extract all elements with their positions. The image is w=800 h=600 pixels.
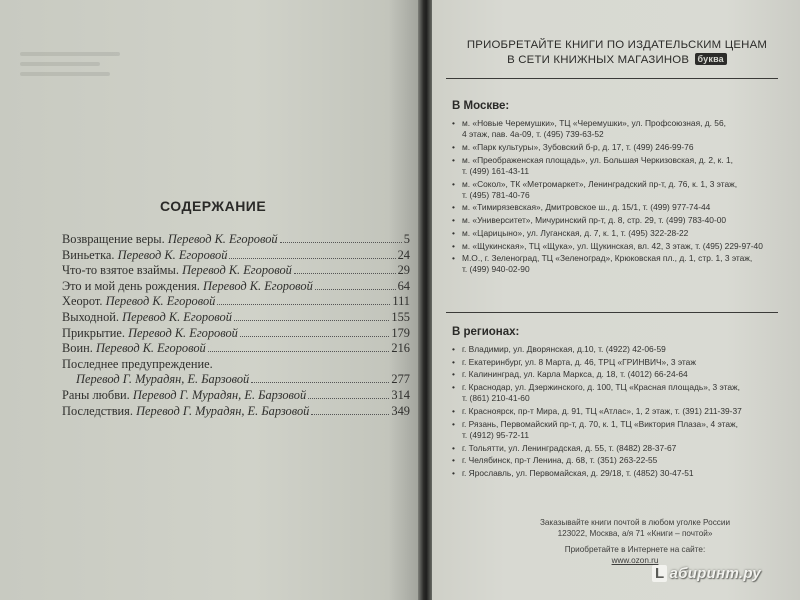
bullet-icon: •	[452, 240, 455, 251]
bullet-icon: •	[452, 406, 455, 417]
story-title: Возвращение веры.	[62, 232, 165, 246]
bleed-through-text	[20, 52, 130, 82]
bullet-icon: •	[452, 455, 455, 466]
translator: Перевод Г. Мурадян, Е. Барзовой	[136, 403, 310, 418]
store-entry-line: т. (499) 161-43-11	[462, 165, 529, 176]
store-entry-line: г. Красноярск, пр-т Мира, д. 91, ТЦ «Атлас», 1, 2 этаж, т. (391) 211-39-37	[462, 406, 742, 417]
toc-page-number: 24	[397, 247, 410, 262]
bullet-icon: •	[452, 369, 455, 380]
store-entry	[452, 228, 782, 239]
story-title: Воин.	[62, 341, 93, 356]
toc-entry	[62, 263, 410, 279]
store-entry	[452, 202, 782, 213]
store-entry-line: м. «Царицыно», ул. Луганская, д. 7, к. 1, т. (495) 322-28-22	[462, 227, 689, 238]
dot-leader	[229, 258, 395, 259]
divider-top	[446, 78, 778, 79]
toc-page-number: 5	[403, 232, 410, 246]
dot-leader	[217, 304, 390, 305]
bullet-icon: •	[452, 382, 455, 393]
store-ad-header	[452, 38, 782, 68]
toc-page-number: 64	[397, 278, 410, 293]
toc-entry	[62, 232, 410, 248]
regions-store-list	[452, 344, 782, 481]
store-entry	[452, 215, 782, 226]
bullet-icon: •	[452, 418, 455, 429]
toc-entry	[62, 248, 410, 264]
store-entry	[452, 253, 782, 275]
bullet-icon: •	[452, 253, 455, 264]
toc-page-number: 179	[391, 325, 410, 340]
toc-entry-title	[62, 279, 313, 294]
toc-entry-title	[62, 357, 213, 372]
toc-page-number: 111	[392, 294, 410, 309]
store-entry-line: М.О., г. Зеленоград, ТЦ «Зеленоград», Крюковская пл., д. 1, стр. 1, 3 этаж,	[462, 253, 753, 264]
watermark-text: абиринт.ру	[669, 565, 762, 582]
footer-online: Приобретайте в Интернете на сайте:	[564, 545, 706, 554]
labirint-watermark	[652, 565, 761, 582]
footer-mail-order: Заказывайте книги почтой в любом уголке России	[539, 518, 731, 527]
bullet-icon: •	[452, 215, 455, 226]
store-entry-line: г. Челябинск, пр-т Ленина, д. 68, т. (351) 263-22-55	[462, 455, 658, 466]
translator: Перевод К. Егоровой	[122, 309, 232, 324]
toc-entry	[62, 310, 410, 326]
store-entry-line: г. Рязань, Первомайский пр-т, д. 70, к. 1, ТЦ «Виктория Плаза», 4 этаж,	[462, 418, 738, 429]
toc-entry-title	[76, 372, 249, 387]
store-entry-line: г. Владимир, ул. Дворянская, д.10, т. (4922) 42-06-59	[462, 344, 666, 354]
store-entry	[452, 118, 782, 140]
translator: Перевод К. Егоровой	[105, 294, 216, 309]
footer-url[interactable]: www.ozon.ru	[611, 555, 659, 565]
bullet-icon: •	[452, 468, 455, 479]
store-entry	[452, 142, 782, 153]
toc-entry	[62, 279, 410, 295]
story-title: Это и мой день рождения.	[62, 278, 200, 293]
moscow-heading: В Москве:	[452, 100, 510, 112]
translator: Перевод Г. Мурадян, Е. Барзовой	[132, 387, 307, 402]
store-entry-line: м. «Щукинская», ТЦ «Щука», ул. Щукинская, вл. 42, 3 этаж, т. (495) 229-97-40	[462, 240, 763, 251]
right-page	[432, 0, 800, 600]
translator: Перевод К. Егоровой	[182, 263, 292, 278]
store-entry-line: 4 этаж, пав. 4а-09, т. (495) 739-63-52	[462, 129, 604, 140]
translator: Перевод К. Егоровой	[95, 341, 206, 356]
store-entry	[452, 443, 782, 454]
store-entry-line: г. Екатеринбург, ул. 8 Марта, д. 46, ТРЦ «ГРИНВИЧ», 3 этаж	[462, 356, 696, 367]
translator: Перевод Г. Мурадян, Е. Барзовой	[76, 372, 250, 387]
toc-entry-title	[62, 232, 278, 247]
bullet-icon: •	[452, 178, 455, 189]
store-entry	[452, 179, 782, 201]
dot-leader	[308, 398, 389, 399]
store-entry-line: м. «Новые Черемушки», ТЦ «Черемушки», ул. Профсоюзная, д. 56,	[462, 118, 726, 128]
moscow-store-list	[452, 118, 782, 277]
toc-entry-title	[62, 310, 232, 325]
store-entry-line: т. (499) 940-02-90	[462, 264, 530, 275]
dot-leader	[251, 382, 389, 383]
store-entry	[452, 357, 782, 368]
bullet-icon: •	[452, 356, 455, 367]
story-title: Раны любви.	[62, 387, 130, 402]
header-line-1: ПРИОБРЕТАЙТЕ КНИГИ ПО ИЗДАТЕЛЬСКИМ ЦЕНАМ	[466, 39, 768, 51]
toc-entry-title	[62, 388, 306, 403]
story-title: Последствия.	[62, 403, 133, 418]
store-entry-line: г. Калининград, ул. Карла Маркса, д. 18, т. (4012) 66-24-64	[462, 369, 688, 380]
dot-leader	[234, 320, 390, 321]
store-entry-line: м. «Сокол», ТК «Метромаркет», Ленинградский пр-т, д. 76, к. 1, 3 этаж,	[462, 178, 738, 189]
dot-leader	[240, 336, 390, 337]
toc-entry	[62, 341, 410, 357]
footer-address: 123022, Москва, а/я 71 «Книги – почтой»	[557, 528, 713, 538]
toc-page-number: 29	[397, 263, 410, 278]
bullet-icon: •	[452, 118, 455, 128]
bullet-icon: •	[452, 344, 455, 354]
store-entry	[452, 241, 782, 252]
store-entry	[452, 155, 782, 177]
store-entry-line: т. (861) 210-41-60	[462, 393, 530, 404]
store-entry-line: т. (495) 781-40-76	[462, 189, 530, 200]
toc-page-number: 349	[391, 403, 410, 418]
toc-entry-title	[62, 341, 206, 356]
bullet-icon: •	[452, 442, 455, 453]
toc-entry-title	[62, 404, 309, 419]
bukva-logo: буква	[695, 53, 727, 65]
bullet-icon: •	[452, 141, 455, 152]
translator: Перевод К. Егоровой	[167, 232, 278, 246]
bullet-icon: •	[452, 154, 455, 165]
dot-leader	[315, 289, 396, 290]
store-entry	[452, 369, 782, 380]
store-entry-line: г. Тольятти, ул. Ленинградская, д. 55, т. (8482) 28-37-67	[462, 442, 677, 453]
dot-leader	[294, 273, 396, 274]
ad-footer	[470, 518, 800, 566]
story-title: Последнее предупреждение.	[62, 356, 213, 371]
toc-entry	[62, 357, 410, 373]
store-entry-line: т. (4912) 95-72-11	[462, 429, 529, 440]
dot-leader	[311, 414, 389, 415]
dot-leader	[280, 242, 402, 243]
store-entry-line: г. Краснодар, ул. Дзержинского, д. 100, ТЦ «Красная площадь», 3 этаж,	[462, 382, 740, 393]
toc-page-number: 277	[391, 372, 410, 387]
table-of-contents	[62, 232, 410, 419]
store-entry	[452, 455, 782, 466]
toc-entry	[62, 294, 410, 310]
story-title: Прикрытие.	[62, 325, 125, 340]
toc-entry	[62, 404, 410, 420]
toc-entry	[62, 326, 410, 342]
header-line-2	[452, 53, 782, 68]
header-line-2-text: В СЕТИ КНИЖНЫХ МАГАЗИНОВ	[507, 54, 690, 66]
divider-middle	[446, 312, 778, 313]
book-gutter	[418, 0, 432, 600]
regions-heading: В регионах:	[452, 326, 520, 338]
store-entry	[452, 406, 782, 417]
store-entry-line: м. «Тимирязевская», Дмитровское ш., д. 15/1, т. (499) 977-74-44	[462, 202, 711, 213]
store-entry-line: м. «Преображенская площадь», ул. Большая Черкизовская, д. 2, к. 1,	[462, 154, 733, 165]
toc-entry-title	[62, 294, 215, 309]
translator: Перевод К. Егоровой	[128, 325, 238, 340]
toc-entry	[62, 372, 410, 388]
toc-page-number: 155	[391, 309, 410, 324]
translator: Перевод К. Егоровой	[117, 247, 228, 262]
store-entry	[452, 382, 782, 404]
dot-leader	[208, 351, 390, 352]
store-entry	[452, 468, 782, 479]
labirint-logo-icon: L	[652, 565, 667, 582]
store-entry	[452, 419, 782, 441]
store-entry-line: м. «Парк культуры», Зубовский б-р, д. 17, т. (499) 246-99-76	[462, 141, 694, 152]
story-title: Хеорот.	[62, 294, 103, 309]
store-entry-line: м. «Университет», Мичуринский пр-т, д. 8, стр. 29, т. (499) 783-40-00	[462, 215, 727, 226]
store-entry-line: г. Ярославль, ул. Первомайская, д. 29/18, т. (4852) 30-47-51	[462, 468, 694, 479]
story-title: Выходной.	[62, 309, 120, 324]
toc-entry-title	[62, 263, 292, 278]
toc-entry-title	[62, 326, 238, 341]
story-title: Что-то взятое взаймы.	[62, 263, 179, 278]
bullet-icon: •	[452, 227, 455, 238]
toc-page-number: 314	[391, 387, 410, 402]
translator: Перевод К. Егоровой	[203, 278, 313, 293]
toc-entry-title	[62, 248, 227, 263]
bullet-icon: •	[452, 202, 455, 213]
toc-title: СОДЕРЖАНИЕ	[160, 198, 267, 214]
toc-page-number: 216	[391, 341, 410, 356]
story-title: Виньетка.	[62, 247, 115, 262]
store-entry	[452, 344, 782, 355]
toc-entry	[62, 388, 410, 404]
